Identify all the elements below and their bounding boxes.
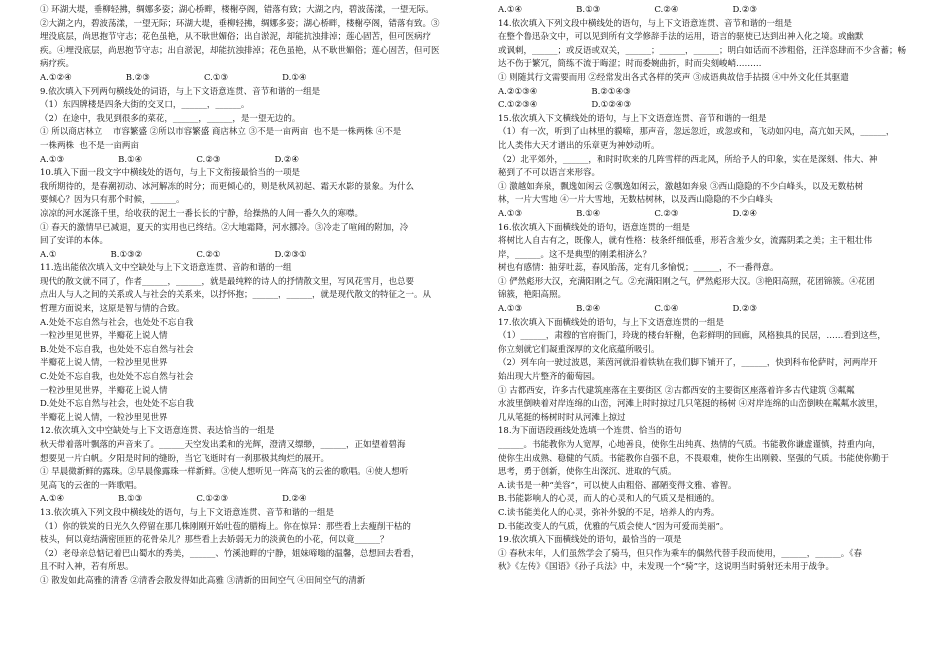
right-text-line: 16.依次填入下面横线处的语句，语意连贯的一组是 [498, 222, 691, 233]
left-text-line: 埋没底层，尚思抱节守志；花色虽艳，从不耿世媚俗；出自淤泥，却能抗浊排淖；莲心固苦，但可医病疗 [40, 32, 432, 43]
left-text-line: 哲理方面说来，这原是智与情的合致。 [40, 304, 185, 315]
left-text-line: 要倾心？因为只有那个时候，______。 [40, 195, 185, 206]
left-text-line: 疾。④埋没底层，尚思抱节守志；出自淤泥，却能抗浊排淖；花色虽艳，从不耿世媚俗；莲心固苦，但可医 [40, 45, 440, 56]
right-text-line: 在整个鲁迅杂文中，可以见到所有文学修辞手法的运用，语言的驱使已达到出神入化之境。或幽默 [498, 32, 864, 43]
right-text-line: 将树比人自古有之，既像人，就有性格：枝条纤细低垂，形若含羞少女，流露阴柔之美；主干粗壮伟 [498, 236, 873, 247]
left-text-line: ① 环湖大堤，垂柳轻拂，绸娜多姿；湖心桥畔，楼榭亭阁，错落有致；大湖之内，碧波荡漾，一望无际。 [40, 5, 434, 15]
right-text-line: 秋》《左传》《国语》《孙子兵法》中，未发现一个“骑”字，这说明当时骑射还未用于战争。 [498, 562, 834, 573]
right-column [498, 4, 948, 575]
right-text-line: 比人类伟大天才谱出的乐章更为神妙动听。 [498, 140, 660, 151]
right-text-line: （1）有一次，听到了山林里的貘啼，那声音，忽远忽近，或忽或和，飞动如闪电，高亢如天风，______， [498, 127, 895, 138]
right-text-line: 14.依次填入下列文段中横线处的语句，与上下文语意连贯、音节和谐的一组是 [498, 18, 793, 29]
left-text-line: 一粒沙里见世界，半瓣花上说人情 [40, 385, 168, 396]
right-text-line: 15.依次填入下文横线处的语句，与上下文语意连贯、音节和谐的一组是 [498, 113, 767, 124]
right-text-line: ① 则随其行文需要而用 ②经常发出各式各样的笑声 ③成语典故信手拈掇 ④中外文化任其驱遣 [498, 72, 849, 83]
right-text-line: ① 古都西安，许多古代建筑座落在主要街区 ②古都西安的主要街区座落着许多古代建筑 ③粼粼 [498, 385, 855, 396]
right-text-line: 树也有感情：抽芽吐蕊，春风胎荡，定有几多愉悦；______，不一番得意。 [498, 263, 779, 274]
left-text-line: 一株两株 也不是一亩两亩 [40, 140, 139, 151]
right-text-line: （2）列车向一驶过波恩，莱茵河就沿着铁轨在我们脚下铺开了，______，快到科布伦萨时，河两岸开 [498, 358, 878, 369]
left-text-line: B.处处不忘自我，也处处不忘自然与社会 [40, 344, 194, 355]
right-text-line: 林，一片大雪地 ④一片大雪地，无数枯树林，以及西山隐隐的不少白峰头 [498, 195, 773, 206]
left-text-line: ① 早晨微新鲜的露珠。②早晨像露珠一样新鲜。③使人想听见一阵高飞的云雀的歌唱。④使人想听 [40, 467, 409, 478]
left-text-line: 枝头，何以竟结满密匝匝的花骨朵儿？那些看上去娇弱无力的淡黄色的小花，何以竟______？ [40, 535, 389, 546]
right-text-line: A.①③ B.②④ C.①④ D.②③ [498, 304, 757, 315]
left-text-line: 病疗疾。 [40, 59, 75, 70]
left-text-line: 点出人与人之间的关系或人与社会的关系来，以抒怀抱；______，______，就是现代散文的特征之一。从 [40, 290, 432, 301]
right-text-line: 19.依次填入下面横线处的语句，最恰当的一项是 [498, 535, 682, 546]
right-text-line: 达不伤于繁冗，简练不流于晦涩；时而委婉曲折，时而尖刻峻峭……… [498, 59, 762, 70]
left-text-line: （2）老母亲总惦记着巴山蜀水的秀美，______、竹溪池畔的宁静，姐妹啼嗡的温馨，总想回去看看， [40, 548, 420, 559]
left-text-line: 11.选出能依次填入文中空缺处与上下文语意连贯、音韵和谐的一组 [40, 263, 292, 274]
left-column [40, 4, 490, 589]
left-text-line: ① 所以商店林立 市容繁盛 ②所以市容繁盛 商店林立 ③不是一亩两亩 也不是一株两株 ④不是 [40, 127, 402, 138]
left-text-line: 秋天带着落叶飘落的声音来了。______天空发出柔和的光辉，澄清又缥缈，______，正如望着碧海 [40, 440, 406, 450]
right-text-line: 秘到了不可以语言来形容。 [498, 168, 601, 179]
left-text-line: （1）你的铁炭的日光久久停留在那几株刚刚开始吐苞的腊梅上。你在惊异：那些看上去瘦削干枯的 [40, 521, 411, 532]
right-text-line: A.②①③④ B.②①④③ [498, 86, 631, 97]
right-text-line: 使你生出成熟、稳健的气质。书能教你自强不息，不畏艰难，使你生出刚毅、坚强的气质。书能使你勤于 [498, 453, 890, 464]
left-text-line: 回了安详的本体。 [40, 236, 109, 247]
left-text-line: 想要见一片白帆。夕阳是时间的缝盼，当它飞逝时有一刹那极其绚烂的展开。 [40, 453, 330, 464]
right-text-line: 水波里倒映着对岸连绵的山峦，河滩上时时掠过几只笔挺的杨树 ④对岸连绵的山峦倒映在粼粼水波里， [498, 399, 884, 410]
right-text-line: A.①③ B.①④ C.②③ D.②④ [498, 208, 757, 219]
right-text-line: C.①②③④ D.①②④③ [498, 100, 632, 111]
left-text-line: ① 春天的激情早已减退，夏天的实用也已终结。②大地霜降，河水挪冷。③冷走了喧闹的附加，冷 [40, 222, 409, 233]
left-text-line: A.① B.①③② C.②① D.②③① [40, 249, 307, 260]
right-text-line: A.①④ B.①③ C.②④ D.②③ [498, 5, 757, 15]
left-text-line: A.处处不忘自然与社会，也处处不忘自我 [40, 317, 194, 328]
left-text-line: ① 散发如此高雅的清香 ②清香会散发得如此高雅 ③清新的田间空气 ④田间空气的清新 [40, 575, 366, 586]
left-text-line: （2）在途中，我见到很多的菜花，______，______，是一望无边的。 [40, 113, 301, 124]
left-text-line: 一粒沙里见世界，半瓣花上说人情 [40, 331, 168, 342]
left-text-line: 现代的散文就不同了，作者______，______，就是最纯粹的诗人的抒情散文里，写风花雪月，也总要 [40, 276, 415, 287]
right-text-line: B.书能影响人的心灵，而人的心灵和人的气质又是相通的。 [498, 494, 720, 505]
left-text-line: 10.填入下面一段文字中横线处的语句，与上下文衔接最恰当的一项是 [40, 168, 301, 179]
right-text-line: 你立刻就它们凝重深厚的文化底蕴所吸引。 [498, 344, 660, 355]
right-text-line: 岸，______。这不是典型的刚柔相济么？ [498, 249, 652, 260]
left-text-line: A.①③ B.①④ C.②③ D.②④ [40, 154, 299, 165]
left-text-line: ②大湖之内，碧波荡漾，一望无际；环湖大堤，垂柳轻拂，绸娜多姿；湖心桥畔，楼榭亭阁，错落有致。③ [40, 18, 440, 29]
right-text-line: D.书能改变人的气质，优雅的气质会使人“因为可爱而美丽”。 [498, 521, 729, 532]
right-text-line: 思考，勇于创新，使你生出深沉、进取的气质。 [498, 467, 677, 478]
right-text-line: （2）北平郊外，______，和时时吹来的几阵雪样的西北风，所给予人的印象，实在是深刻、伟大、神 [498, 154, 878, 165]
right-text-line: ① 激越如奔泉，飘逸如闲云 ②飘逸如闲云，激越如奔泉 ③西山隐隐的不少白峰头，以及无数枯树 [498, 181, 864, 192]
left-text-line: （1）东四牌楼是四条大街的交叉口，______，______。 [40, 100, 250, 111]
right-text-line: 几从笔挺的杨树时时从河滩上掠过 [498, 412, 626, 423]
left-text-line: 13.依次填入下列文段中横线处的语句，与上下文语意连贯、音节和谐的一组是 [40, 507, 335, 518]
left-text-line: 半瓣花上说人情，一粒沙里见世界 [40, 358, 168, 369]
right-text-line: ① 春秋末年，人们虽然学会了骑马，但只作为乘车的偶然代替手段而使用，______，______。《春 [498, 548, 862, 559]
left-text-line: 我所期待的，是春潮初动、冰河解冻的时分；而更倾心的，则是秋风初起、霜天水影的景象。为什么 [40, 181, 415, 192]
left-text-line: 见高飞的云雀的一阵歌唱。 [40, 480, 143, 491]
right-text-line: A.读书是一种“美容”，可以使人由粗俗、鄙陋变得文雅、睿智。 [498, 480, 737, 491]
left-text-line: 12.依次填入文中空缺处与上下文语意连贯、表达恰当的一组是 [40, 426, 275, 437]
right-text-line: 始出现大片整齐的葡萄园。 [498, 372, 601, 383]
right-text-line: （1）______，肃穆的官府衙门，玲珑的楼台轩榭，色彩鲜明的回廊，风格独具的民居，……看到这些， [498, 331, 886, 342]
left-text-line: C.处处不忘自我，也处处不忘自然与社会 [40, 372, 194, 383]
left-text-line: D.处处不忘自然与社会，也处处不忘自我 [40, 399, 194, 410]
left-text-line: A.①②④ B.②③ C.①③ D.①④ [40, 72, 307, 83]
right-text-line: 或讽刺，______；或反语或双关，______；______，______；明白如话而不涉粗俗，汪洋恣肆而不少含蓄；畅 [498, 45, 907, 56]
right-text-line: 锦簇，艳阳高照。 [498, 290, 567, 301]
left-text-line: A.①④ B.①③ C.①②③ D.②④ [40, 494, 307, 505]
right-text-line: 17.依次填入下面横线处的语句，与上下文语意连贯的一组是 [498, 317, 725, 328]
left-text-line: 且不时入神，若有所思。 [40, 562, 134, 573]
right-text-line: ______。书能教你为人宽厚，心地善良，使你生出纯真、热情的气质。书能教你谦虚谨慎，持重内向， [498, 440, 881, 450]
right-text-line: ① 俨然彪形大汉，充满阳刚之气。②充满阳刚之气，俨然彪形大汉。③艳阳高照，花团锦簇。④花团 [498, 276, 875, 287]
left-text-line: 半瓣花上说人情，一粒沙里见世界 [40, 412, 168, 423]
left-text-line: 凉凉的河水涎涤千里，给收获的泥土一番长长的宁静，给操热的人间一番久久的寒噤。 [40, 208, 364, 219]
right-text-line: C.读书能美化人的心灵，弥补外貌的不足，培养人的内秀。 [498, 507, 720, 518]
right-text-line: 18.为下面语段画线处选填一个连贯、恰当的语句 [498, 426, 682, 437]
left-text-line: 9.依次填入下列两句横线处的词语，与上下文语意连贯、音节和谐的一组是 [40, 86, 321, 97]
